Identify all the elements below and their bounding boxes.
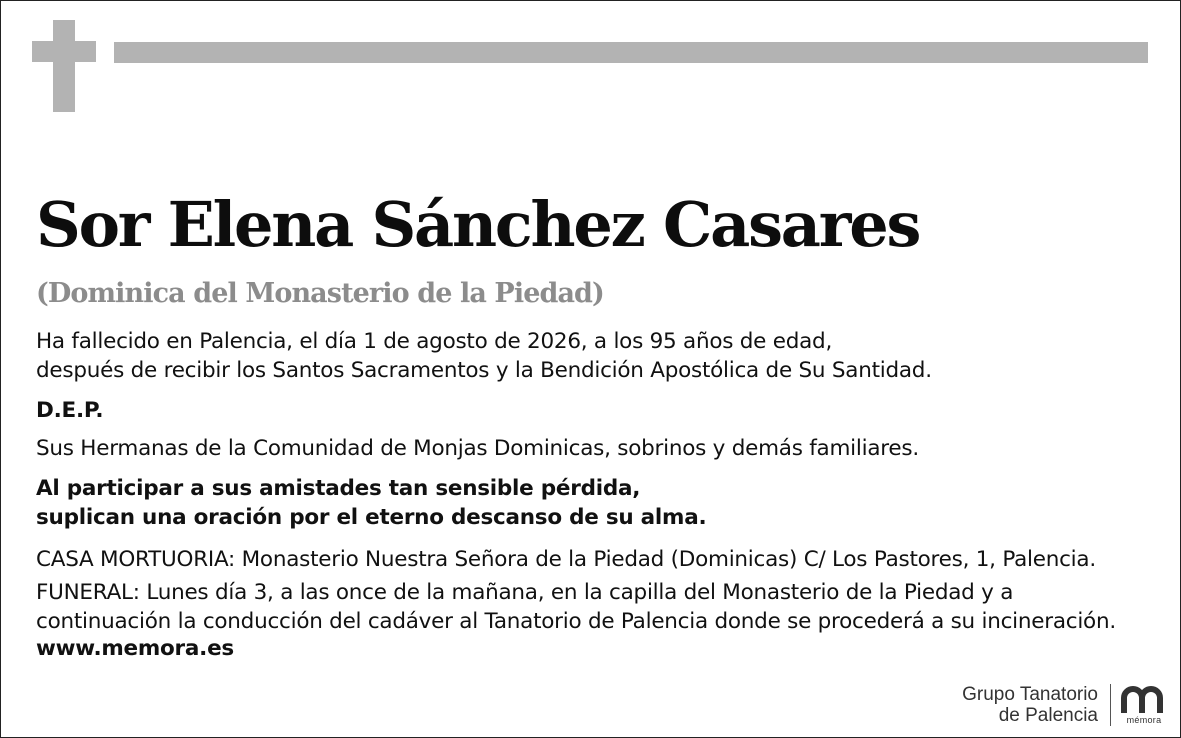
casa-mortuoria-text: CASA MORTUORIA: Monasterio Nuestra Señora de la Piedad (Dominicas) C/ Los Pastores, 1, Palencia. (36, 547, 1096, 572)
logo-text (962, 684, 1111, 726)
plea-text (36, 474, 706, 532)
plea-line: Al participar a sus amistades tan sensible pérdida, (36, 476, 641, 501)
death-line: después de recibir los Santos Sacramentos y la Bendición Apostólica de Su Santidad. (36, 358, 932, 383)
plea-line: suplican una oración por el eterno descanso de su alma. (36, 505, 707, 530)
memora-wordmark: mémora (1126, 714, 1162, 725)
funeral-line: FUNERAL: Lunes día 3, a las once de la mañana, en la capilla del Monasterio de la Piedad y a (36, 580, 1014, 605)
header-bar (114, 42, 1148, 63)
logo-line-2: de Palencia (998, 705, 1098, 726)
memora-logo-mark (1121, 686, 1167, 725)
website-link[interactable]: www.memora.es (36, 636, 234, 661)
funeral-line: continuación la conducción del cadáver al Tanatorio de Palencia donde se procederá a su incineración. (36, 609, 1116, 634)
cross-icon-vertical (53, 20, 75, 112)
funeral-text (36, 578, 1116, 636)
dep-text: D.E.P. (36, 398, 104, 423)
death-announcement (36, 327, 932, 385)
logo-line-1: Grupo Tanatorio (962, 684, 1098, 705)
deceased-subtitle: (Dominica del Monasterio de la Piedad) (36, 278, 604, 309)
death-line: Ha fallecido en Palencia, el día 1 de agosto de 2026, a los 95 años de edad, (36, 329, 833, 354)
deceased-name: Sor Elena Sánchez Casares (36, 188, 920, 261)
family-text: Sus Hermanas de la Comunidad de Monjas Dominicas, sobrinos y demás familiares. (36, 436, 919, 461)
cross-icon-horizontal (32, 41, 96, 62)
tanatorio-logo (962, 681, 1167, 729)
memora-m-icon (1121, 686, 1167, 714)
